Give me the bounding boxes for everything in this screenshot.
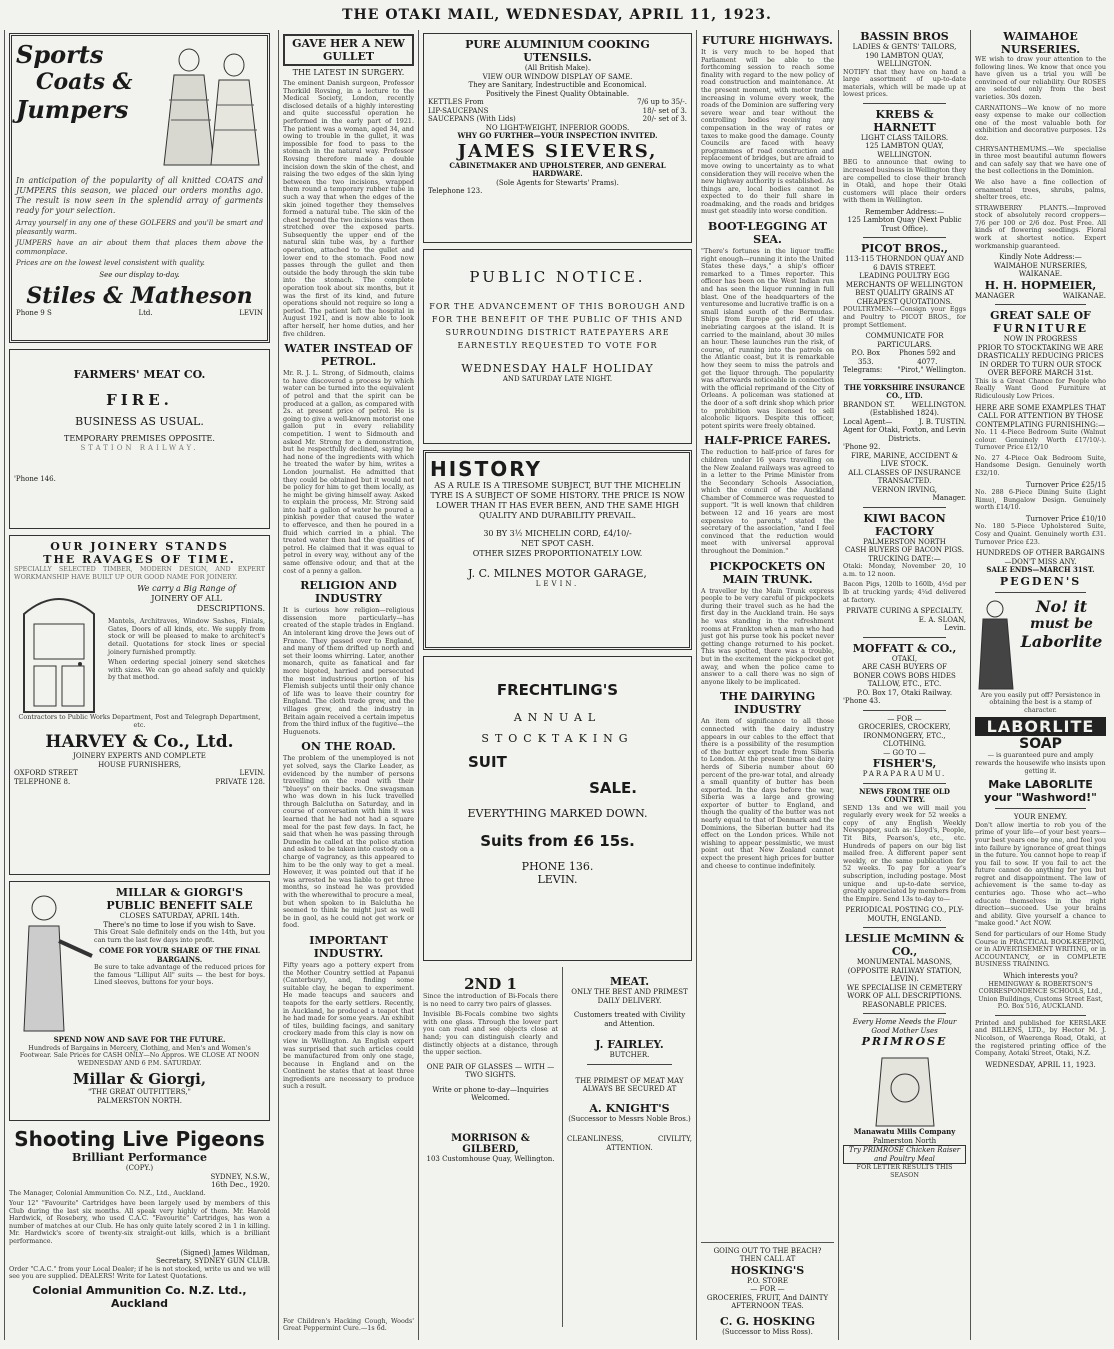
krebs-addr: 125 LAMBTON QUAY, WELLINGTON. [865,142,944,159]
morrison-body: Since the introduction of Bi-Focals there is no need to carry two pairs of glasses. [423,992,558,1008]
dairy-head: THE DAIRYING INDUSTRY [719,690,816,717]
harvey-addr-1: OXFORD STREET [14,769,78,778]
lab-question: Are you easily put off? Persistence in obtaining the best is a stamp of character. [980,690,1101,714]
millar-title-1: MILLAR & GIORGI'S [115,886,244,899]
lab-guar: — is guaranteed pure and amply rewards the housewife who insists upon getting it. [975,751,1106,775]
important-head: IMPORTANT INDUSTRY. [309,933,388,960]
furn-here: HERE ARE SOME EXAMPLES THAT CALL FOR ATTENTION BY THOSE CONTEMPLATING FURNISHING:— [975,403,1106,429]
waim-body-3: CHRYSANTHEMUMS.—We specialise in three most beautiful autumn flowers and can safely say that we have one of the best collections in the Dominion. [975,144,1106,176]
lab-no: No! it [1035,596,1088,616]
imprint-date: WEDNESDAY, APRIL 11, 1923. [985,1060,1096,1069]
gullet-head: GAVE HER A NEW GULLET [283,34,414,66]
furn-n1: No. 11 4-Piece Bedroom Suite (Walnut colour. Genuinely Worth £17/10/-). Turnover Price £12/10 [975,428,1106,452]
joinery-title-2: THE RAVAGES OF TIME. [43,553,236,566]
pigeons-date: 16th Dec., 1920. [211,1181,270,1189]
picot-tel: Telegrams: [843,366,883,375]
stiles-ad [9,33,270,343]
fairley-firm: J. FAIRLEY. [595,1038,664,1051]
moffatt-buyers: ARE CASH BUYERS OF [862,663,947,672]
frecht-sale: SALE. [589,779,637,797]
hosk-beach: GOING OUT TO THE BEACH? [713,1246,822,1255]
lab-make: Make LABORLITE [988,778,1093,792]
pigeons-place: SYDNEY, N.S.W., [210,1172,270,1181]
morrison-body-2: Invisible Bi-Focals combine two sights with one glass. Through the lower part you can read and see objects close at hand; you can distinguish clearly and distinctly objects at a distance, through the upper section. [423,1010,558,1057]
column-6 [970,30,1110,1340]
history-other: OTHER SIZES PROPORTIONATELY LOW. [472,549,643,558]
joinery-title-1: OUR JOINERY STANDS [50,540,229,553]
furn-n3b: Turnover Price £10/10 [1025,514,1106,523]
fisher-goods: GROCERIES, CROCKERY, IRONMONGERY, ETC., CLOTHING. [858,723,951,749]
lab-must: must be [1030,615,1093,632]
yorks-mgr: VERNON IRVING, [872,485,937,494]
bassin-addr: 190 LAMBTON QUAY, [865,51,944,60]
notice-wed: WEDNESDAY HALF HOLIDAY [461,362,654,375]
news-body: SEND 13s and we will mail you regularly every week for 52 weeks a copy of any English Weekly Newspaper, such as: Lloyd's, People, Tit Bits, Pearson's, etc., etc. Hundreds of papers on our big list mailed free. A different paper sent weekly, or the same publication for 52 weeks. To pay for a year's subscription, including postage. Most unique and up-to-date service, greatly appreciated by members from the Empire. Send 13s to-day to— [843,803,966,903]
furn-head-1: GREAT SALE OF [990,309,1091,323]
leslie-spec: WE SPECIALISE IN CEMETERY WORK OF ALL DESCRIPTIONS. REASONABLE PRICES. [846,983,963,1009]
hosk-firm: HOSKING'S [730,1263,805,1277]
water-head: WATER INSTEAD OF PETROL. [284,342,413,369]
bassin-firm: BASSIN BROS [860,30,949,43]
sievers-k3: SAUCEPANS (With Lids) [428,115,516,123]
waim-mgr-town: WAIKANAE. [1062,291,1106,300]
furn-n2: No. 27 4-Piece Oak Bedroom Suite, Handsome Design. Genuinely worth £32/10. [975,453,1106,477]
millar-come: COME FOR YOUR SHARE OF THE FINAL BARGAINS. [99,946,260,964]
knight-att: ATTENTION. [606,1143,653,1152]
column-2 [278,30,418,1340]
masthead: THE OTAKI MAIL, WEDNESDAY, APRIL 11, 1923. [342,7,772,23]
millar-firm: Millar & Giorgi, [72,1070,207,1089]
krebs-addr-2: 125 Lambton Quay (Next Public Trust Office). [847,216,962,233]
leslie-trade: MONUMENTAL MASONS, [856,958,953,967]
hosk-for: — FOR — [750,1285,785,1293]
gullet-sub: THE LATEST IN SURGERY. [292,68,405,77]
yorks-est: (Established 1824). [869,409,940,418]
sievers-nolight: NO LIGHT-WEIGHT, INFERIOR GOODS. [485,123,630,132]
boot-body: "There's fortunes in the liquor traffic right enough—running it into the United States these days," a ship's officer remarked to a Times reporter. This officer has been on the West Indian run and has seen the liquor running in full blast. One of the headquarters of the venturesome and lucrative traffic is on a small island south of the Bermudas. Ships from Europe get rid of their inebriating cargoes at the island. It is carried to the mainland, about 30 miles an hour. These launches run the risk, of course, of running into the patrols on the Atlantic coast, but it is remarkable how they seem to miss the patrols and get the liquor through. The popularity was afterwards noticeable in connection with the official reprimand of the City of Orleans. A policeman was stationed at the door of a soft drink shop which prior to prohibition was licensed to sell alcoholic liquors. Despite this officer, potent spirits were freely obtained. [701,247,834,430]
waim-town: WAIKANAE. [1018,270,1063,279]
public-notice-ad [423,249,692,444]
yorks-firm: THE YORKSHIRE INSURANCE CO., LTD. [844,382,965,401]
frecht-town: LEVIN. [537,873,578,886]
history-town: LEVIN. [535,580,580,588]
pointing-man-illustration [14,886,94,1036]
bassin-trade: LADIES & GENTS' TAILORS, [852,43,957,51]
yorks-mgr-2: Manager. [932,494,966,503]
enemy-which: Which interests you? [1003,972,1078,980]
meat-temp: TEMPORARY PREMISES OPPOSITE. [64,434,215,443]
sievers-trade: CABINETMAKER AND UPHOLSTERER, AND GENERAL HARDWARE. [449,160,666,178]
stiles-body-3: JUMPERS have an air about them that places them above the commonplace. [16,239,263,256]
furn-n2b: Turnover Price £25/15 [1025,480,1106,489]
morrison-write: Write or phone to-day—Inquiries Welcomed. [432,1085,549,1103]
history-head: HISTORY [430,457,543,481]
flour-bag-illustration [870,1048,940,1128]
moffatt-items: BONER COWS BOBS HIDES TALLOW, ETC., ETC. [853,671,956,689]
column-5 [838,30,970,1340]
kiwi-trucking: TRUCKING DATE:— [868,554,941,563]
religion-body: It is curious how religion—religious dissension more particularly—has created of the staple trades in England. An intolerant king drove the Jews out of France. They passed over to England, and many of them drifted up north and set their looms whirring. Later, another monarch, quite as fanatical and far more bigoted, harried and persecuted the most industrious portion of his Flemish subjects until their only chance of life was to leave their country for England. The cloth trade grew, and the villages grew, and the industry in Britain again received a certain impetus from the third influx of the fugitive—the Huguenots. [283,606,414,736]
picot-firm: PICOT BROS., [860,242,948,256]
kiwi-town-2: Levin. [944,624,966,633]
morrison-firm: MORRISON & GILBERD, [451,1132,530,1155]
kiwi-firm-1: KIWI BACON [863,511,946,525]
hosk-succ: (Successor to Miss Ross). [722,1327,813,1336]
millar-town: PALMERSTON NORTH. [97,1096,182,1105]
joinery-body: Mantels, Architraves, Window Sashes, Finials, Gates, Doors of all kinds, etc. We supply from stock or will be pleased to make to architect's detail. Quotations for stock lines or special joinery furnished promptly. [108,617,265,656]
highways-head: FUTURE HIGHWAYS. [702,34,833,47]
sievers-v3: 20/- set of 3. [642,115,687,123]
picot-telv: "Pirot," Wellington. [897,366,966,375]
pigeons-body: Your 12" "Favourite" Cartridges have been largely used by members of this Club during the last six months. All speak very highly of them. Mr. Harold Hardwick, of Rosebery, who used C.A.C. "Favourite" Cartridges, has won a number of matches at our Club. He has only quite lately scored 2 in 1 in killing. Mr. Hardwick's score of twenty-six straight-out kills, which is a brilliant performance. [9,1199,270,1246]
hosking-ad [701,1242,834,1337]
road-body: The problem of the unemployed is not yet solved, says the Clarke Leader, as evidenced by the number of persons travelling on the road with their "blueys" on their backs. One swagsman who was down in his luck travelled through Balclutha on Saturday, and in course of conversation with him it was learned that he had not had a square meal for the past few days. In fact, he said that when he was passing through Dunedin he called at the police station and asked to be taken into custody on a charge of vagrancy, as this appeared to him to be the only way to get a meal. However, it was pointed out that if he was arrested he was liable to get three months, so instead he was provided with the wherewithal to procure a meal, but when spoken to in Balclutha he seemed to think he might just as well be in gaol, as he could not get work or food. [283,754,414,930]
yorks-fire: FIRE, MARINE, ACCIDENT & LIVE STOCK. [851,451,958,469]
knight-succ: (Successor to Messrs Noble Bros.) [568,1114,691,1123]
waim-body-5: STRAWBERRY PLANTS.—Improved stock of absolutely record croppers—7/6 per 100 or 2/6 doz. Post Free. All kinds of flowering seedlings. Floral work at shortest notice. Expert workmanship guaranteed. [975,203,1106,250]
millar-body-2: Be sure to take advantage of the reduced prices for the famous "Lilliput All" suits — the best for boys. Lined sleeves, buttons for your boys. [94,963,265,987]
lab-brand: Laborlite [1020,631,1103,651]
stiles-body-2: Array yourself in any one of these GOLFERS and you'll be smart and pleasantly warm. [16,219,263,236]
leslie-firm-1: LESLIE McMINN & [844,932,965,946]
frecht-annual: ANNUAL [513,711,602,724]
notice-body: FOR THE ADVANCEMENT OF THIS BOROUGH AND FOR THE BENEFIT OF THE PUBLIC OF THIS AND SURROUNDING DISTRICT RATEPAYERS ARE EARNESTLY REQUESTED TO VOTE FOR [429,302,686,350]
religion-head: RELIGION AND INDUSTRY [300,579,397,606]
sievers-finest: Positively the Finest Quality Obtainable. [485,89,630,98]
primrose-town: Palmerston North [872,1136,937,1145]
picot-body-2: POULTRYMEN:—Consign your Eggs and Poultry to PICOT BROS., for prompt Settlement. [843,305,966,329]
cough-ad: For Children's Hacking Cough, Woods' Great Peppermint Cure.—1s 6d. [283,1316,414,1333]
furn-dont: —DON'T MISS ANY. [1004,557,1077,566]
hosk-store: P.O. STORE [747,1276,788,1285]
meat-station: STATION RAILWAY. [80,444,199,452]
waim-body-4: We also have a fine collection of ornamental trees, shrubs, palms, shelter trees, etc. [975,177,1106,202]
krebs-body: BEG to announce that owing to increased business in Wellington they are compelled to close their branch in Otaki, and hope their Otaki customers will place their orders with them in Wellington. [843,158,966,205]
joinery-range-3: DESCRIPTIONS. [196,604,265,614]
gullet-body: The eminent Danish surgeon, Professor Thorkild Rovsing, in a lecture to the Medical Society, London, recently disclosed details of a highly interesting and quite successful operation he performed in the early part of 1921. The patient was a woman, aged 34, and owing to trouble in the gullet, it was impossible for food to pass to the stomach in the natural way. Professor Rovsing therefore made a double incision down the skin of the chest, and raising the two edges of the skin lying between the two incisions, wrapped them round a temporary rubber tube in such a way that when the edges of the skin joined together they themselves formed a natural tube. The skin of the chest beyond the two incisions was then stretched over the exposed parts. Subsequently the upper end of the natural skin tube was, by a further operation, attached to the gullet and lower end to the stomach. Food now passes through the gullet and then outside the body through the skin tube into the stomach. The complete operation took about six months, but it was the first of its kind, and future operations should not require so long a period. The patient left the hospital in August 1921, and is now able to look after herself, her home duties, and her five children. [283,79,414,338]
millar-closes: CLOSES SATURDAY, APRIL 14th. [119,912,240,920]
notice-sat: AND SATURDAY LATE NIGHT. [502,375,613,383]
housewife-illustration [975,597,1017,692]
imprint: Printed and published for KERSLAKE and BILLENS, LTD., by Hector M. J. Nicolson, of Waerenga Road, Otaki, at the registered printing office of the Company, Aotaki Street, Otaki, N.Z. [975,1018,1106,1058]
leslie-addr: (OPPOSITE RAILWAY STATION, LEVIN). [847,966,962,984]
waim-mgr-name: H. H. HOPMEIER, [984,278,1097,292]
yorks-all: ALL CLASSES OF INSURANCE TRANSACTED. [848,468,961,486]
knight-clean: CLEANLINESS, [567,1135,624,1143]
furn-body: PRIOR TO STOCKTAKING WE ARE DRASTICALLY REDUCING PRICES IN ORDER TO TURN OUR STOCK OVER BEFORE MARCH 31st. [977,343,1104,378]
harvey-firm: HARVEY & Co., Ltd. [45,732,234,753]
picot-addr: 113-115 THORNDON QUAY AND 6 DAVIS STREET. [845,255,964,272]
column-1 [4,30,274,1340]
ladies-illustration [149,40,263,170]
primrose-co: Manawatu Mills Company [853,1127,956,1137]
yorks-agent: Local Agent— [843,417,893,426]
krebs-rem: Remember Address:— [864,207,945,216]
krebs-firm: KREBS & HARNETT [873,107,936,134]
meat-firm: FARMERS' MEAT CO. [73,368,206,381]
highways-body: It is very much to be hoped that Parliament will be able to the forthcoming session to reach some finality with regard to the new policy of road construction and maintenance. At the present moment, with motor traffic increasing in volume every week, the roads of the Dominion are suffering very severe wear and tear without the controlling bodies receiving any compensation in the way of rates or taxes to make good the damage. County Councils are faced with heavy programmes of road construction and replacement of bridges, but are afraid to move owing to uncertainty as to what consideration they will receive when the new highway authority is established. As things are, local bodies cannot be expected to do their full share in roadmaking, and the roads and bridges must get steadily into worse condition. [701,48,834,216]
half-head: HALF-PRICE FARES. [704,434,831,448]
moffatt-po: P.O. Box 17, Otaki Railway. [856,688,953,697]
sievers-k1: KETTLES From [428,98,484,106]
bottom-ads-row [423,967,692,1327]
pick-head: PICKPOCKETS ON MAIN TRUNK. [709,559,826,586]
stiles-body: In anticipation of the popularity of all knitted COATS and JUMPERS this season, we placed our orders months ago. The result is now seen in the splendid array of garments ready for your selection. [16,176,263,215]
sievers-head-1: PURE ALUMINIUM COOKING [465,38,650,51]
harvey-sub-2: HOUSE FURNISHERS, [98,760,181,769]
harvey-ad [9,535,270,875]
sievers-made: (All British Make). [524,64,591,72]
column-4 [696,30,838,1340]
millar-title-2: PUBLIC BENEFIT SALE [106,899,253,912]
sievers-head-2: UTENSILS. [523,51,592,64]
news-head: NEWS FROM THE OLD COUNTRY. [859,786,950,805]
furn-hund: HUNDREDS OF OTHER BARGAINS [976,549,1105,558]
enemy-firm: HEMINGWAY & ROBERTSON'S CORRESPONDENCE SCHOOLS, Ltd., Union Buildings, Customs Street East, P.O. Box 516, AUCKLAND. [978,979,1103,1011]
yorks-agent-2: Agent for Otaki, Foxton, and Levin Districts. [843,426,966,443]
millar-time: There's no time to lose if you wish to Save. [103,920,256,929]
frecht-every: EVERYTHING MARKED DOWN. [467,807,648,820]
enemy-head: YOUR ENEMY. [1013,813,1068,822]
waim-addr: Kindly Note Address:— [999,253,1082,262]
yorks-agentname: J. B. TUSTIN. [918,417,966,426]
yorks-branch: BRANDON ST. [843,400,895,409]
frecht-stock: STOCKTAKING [481,732,634,745]
dairy-body: An item of significance to all those connected with the dairy industry appears in our cables to the effect that there is a possibility of the resumption of the butter export trade from Siberia to London. At the present time the dairy herds of Siberia number about 60 percent of the pre-war total, and already a small quantity of butter has been exported. In the days before the war, Siberia was a large and growing exporter of butter to England, and though the quality of the butter was not nearly equal to that of Denmark and the Dominions, the Siberian butter had its effect on the London prices. While not wishing to appear pessimistic, we must point out that New Zealand cannot expect the present high prices for butter and cheese to continue indefinitely. [701,717,834,870]
furn-firm: PEGDEN'S [999,574,1082,588]
joinery-body-2: When ordering special joinery send sketches with sizes. We can go ahead safely and quickly by that method. [108,658,265,682]
joinery-contract: Contractors to Public Works Department, Post and Telegraph Department, etc. [18,713,261,729]
millar-body: This Great Sale definitely ends on the 14th, but you can turn the last few days into profit. [94,928,265,944]
waim-body-2: CARNATIONS—We know of no more easy expense to make our collection one of the most valuable both for exhibition and decorative purposes. 12s doz. [975,103,1106,142]
sievers-view: VIEW OUR WINDOW DISPLAY OF SAME. [482,72,633,81]
michelin-ad [423,450,692,650]
history-body: AS A RULE IS A TIRESOME SUBJECT, BUT THE MICHELIN TYRE IS A SUBJECT OF SOME HISTORY. THE PRICE IS NOW LOWER THAN IT HAS EVER BEEN, AND THE SAME HIGH QUALITY AND DURABILITY PREVAIL. [430,481,685,520]
frecht-firm: FRECHTLING'S [496,681,619,699]
sievers-v1: 7/6 up to 35/-. [637,98,687,106]
furn-n4: No. 180 5-Piece Upholstered Suite, Cosy and Quaint. Genuinely worth £31. Turnover Price £23. [975,522,1106,546]
fisher-firm: FISHER'S, [872,757,937,771]
pigeons-sign: (Signed) James Wildman, [180,1248,270,1257]
pick-body: A traveller by the Main Trunk express people to be very careful of pickpockets during their travel such as he had the first day in the Auckland train. He says he was standing in the refreshment rooms at Frankton when a man who had just got his purse took his pocket never getting change returned to his pocket. This was spotted, there was a trouble, but in the excitement the pickpocket got away, and when the police came to answer to a call there was no sign of anyone likely to be implicated. [701,586,834,686]
waim-mgr-label: MANAGER [975,291,1015,300]
kiwi-agent: E. A. SLOAN, [918,615,966,624]
sievers-firm: JAMES SIEVERS, [457,140,658,162]
water-body: Mr. R. J. L. Strong, of Sidmouth, claims to have discovered a process by which water can be turned into the equivalent of petrol and that the spirit can be produced at a gallon, as compared with 2s. at present price of petrol. He is going to give a well-known motorist one gallon put in every reliability competition. I went to Sidmouth and asked Mr. Strong for a demonstration, but he respectfully declined, saying he had none of the ingredients with which he treated the water by him, writes a London journalist. He admitted that they could be obtained but it would not be policy for him to get them locally, as he might be giving himself away. Asked to explain the process, Mr. Strong said into half a gallon of water he poured a pinkish powder that caused the water to effervesce, and then he poured in a fluid which carried in a phial. The treated water then had the qualities of petrol. He claimed that it was equal to petrol in every way, without any of the same offensive odour, and that at the cost of a penny a gallon. [283,369,414,575]
yorks-town: WELLINGTON. [911,400,966,409]
primrose-top: Every Home Needs the Flour [852,1018,957,1027]
road-head: ON THE ROAD. [301,740,396,754]
pigeons-perf: Brilliant Performance [72,1151,207,1164]
primrose-for: FOR LETTER RESULTS THIS SEASON [856,1163,953,1179]
kiwi-private: PRIVATE CURING A SPECIALTY. [846,607,963,616]
millar-spend: SPEND NOW AND SAVE FOR THE FUTURE. [53,1035,226,1044]
stiles-ltd: Ltd. [138,309,153,317]
pigeons-copy: (COPY.) [125,1164,154,1172]
primrose-top-2: Good Mother Uses [871,1026,938,1035]
moffatt-town: OTAKI, [891,654,918,663]
millar-giorgi-ad [9,881,270,1121]
furn-head-2: FURNITURE [992,322,1089,336]
picot-comm: COMMUNICATE FOR PARTICULARS. [865,332,944,349]
sievers-k2: LIP-SAUCEPANS [428,106,489,115]
sievers-sanitary: They are Sanitary, Indestructible and Economical. [468,81,647,89]
moffatt-phone: 'Phone 43. [843,697,881,706]
lab-your: your "Washword!" [984,791,1097,805]
furn-ends: SALE ENDS—MARCH 31ST. [986,565,1095,575]
harvey-addr-1b: LEVIN. [239,769,265,778]
farmers-meat-ad [9,349,270,529]
krebs-trade: LIGHT CLASS TAILORS. [860,133,949,142]
sievers-v2: 18/- set of 3. [642,106,687,115]
bassin-town: WELLINGTON. [877,60,932,68]
stiles-town: LEVIN [239,309,263,317]
sievers-ad [423,33,692,243]
kiwi-town: PALMERSTON NORTH [863,537,946,546]
moffatt-firm: MOFFATT & CO., [852,641,957,655]
hosk-goods: GROCERIES, FRUIT, And DAINTY AFTERNOON TEAS. [706,1293,829,1310]
morrison-head: 2ND 1 [464,975,517,993]
waim-body: WE wish to draw your attention to the following lines. We know that once you have given us a trial you will be convinced of our reliability. Our ROSES are selected only from the best varieties. 30s dozen. [975,55,1106,101]
knight-firm: A. KNIGHT'S [589,1101,670,1115]
fairley-head: MEAT. [609,975,650,988]
millar-sub: "THE GREAT OUTFITTERS," [88,1088,191,1097]
kiwi-cash: CASH BUYERS OF BACON PIGS. [845,546,964,555]
furn-now: NOW IN PROGRESS [1003,335,1078,344]
stiles-title-2: Coats & [36,69,133,95]
bassin-body: NOTIFY that they have on hand a large assortment of up-to-date materials, which will be made up at lowest prices. [843,67,966,99]
harvey-addr-2: TELEPHONE 8. [14,777,71,786]
meat-ads [563,967,692,1327]
stiles-title-1: Sports [16,40,104,69]
kiwi-prices: Bacon Pigs, 120lb to 160lb, 4½d per lb at trucking yards; 4¼d delivered at factory. [843,580,966,604]
waim-head-2: NURSERIES. [1000,43,1081,56]
enemy-body-2: Send for particulars of our Home Study Course in PRACTICAL BOOK-KEEPING, or in ADVERTISEMENT WRITING, or in ACCOUNTANCY, or in COMPLETE BUSINESS TRAINING. [975,930,1106,969]
leslie-firm-2: CO., [891,945,918,959]
frecht-phone: PHONE 136. [521,860,594,873]
pigeons-sign-2: Secretary, SYDNEY GUN CLUB. [156,1257,270,1266]
stiles-title-3: Jumpers [16,95,129,124]
boot-head: BOOT-LEGGING AT SEA. [707,220,828,247]
picot-phones: Phones 592 and 4077. [898,349,956,366]
joinery-intro: SPECIALLY SELECTED TIMBER, MODERN DESIGN, AND EXPERT WORKMANSHIP HAVE BUILT UP OUR GOOD NAME FOR JOINERY. [14,565,265,581]
fairley-trade: BUTCHER. [609,1051,650,1059]
lab-soap-2: SOAP [1019,736,1062,753]
knight-primest: THE PRIMEST OF MEAT MAY ALWAYS BE SECURED AT [575,1076,684,1093]
half-body: The reduction to half-price of fares for children under 16 years travelling on the New Zealand railways was agreed to in a letter to the Prime Minister from the Secondary Schools Association, which the council of the Auckland Chamber of Commerce was requested to support. "It is well known that children between 12 and 16 years are most expensive to parents," stated the secretary of the association, "and I feel convinced that the reduction would meet with universal approval throughout the Dominion." [701,448,834,556]
meat-phone: 'Phone 146. [14,474,56,483]
yorks-phone: 'Phone 92. [843,443,881,452]
frechtling-ad [423,656,692,961]
kiwi-firm-2: FACTORY [875,524,934,538]
knight-civil: CIVILITY, [658,1135,692,1143]
primrose-try: Try PRIMROSE Chicken Raiser and Poultry Meal [843,1145,966,1164]
joinery-range-2: JOINERY OF ALL [151,594,222,604]
stiles-body-4: Prices are on the lowest level consistent with quality. [16,259,205,267]
waim-name: WAIMAHOE NURSERIES, [993,261,1088,270]
primrose-brand: PRIMROSE [861,1035,948,1049]
harvey-sub-1: JOINERY EXPERTS AND COMPLETE [73,752,206,761]
waim-head-1: WAIMAHOE [1003,30,1078,43]
pigeons-to: The Manager, Colonial Ammunition Co. N.Z., Ltd., Auckland. [9,1188,206,1197]
frecht-suit: SUIT [468,753,507,771]
pigeons-order: Order "C.A.C." from your Local Dealer; if he is not stocked, write us and we will see you are supplied. DEALERS! Write for Latest Quotations. [9,1264,270,1281]
sievers-why: WHY GO FURTHER—YOUR INSPECTION INVITED. [457,131,658,140]
history-firm: J. C. MILNES MOTOR GARAGE, [468,567,647,580]
harvey-addr-2b: PRIVATE 128. [215,777,265,786]
lab-soap-1: LABORLITE [975,717,1106,736]
pigeons-ad [9,1127,270,1327]
enemy-body: Don't allow inertia to rob you of the prime of your life—of your best years—your best years one by one, and feel you into failure by ignorance of great things in the future. You cannot hope to reap if you fail to sow. If you fail to act the future cannot do anything for you but regret and disappointment. The law of achievement is the same to-day as centuries ago. Those who act—who educate themselves in the right direction—succeed. Use your brains and ability. Give yourself a chance to "make good." Act NOW. [975,820,1106,928]
hosk-then: THEN CALL AT [739,1255,796,1263]
pigeons-title: Shooting Live Pigeons [14,1127,265,1151]
joinery-range: We carry a Big Range of [137,584,236,594]
sievers-agents: (Sole Agents for Stewarts' Prams). [496,178,619,187]
picot-po: P.O. Box 353. [851,349,881,366]
millar-body-3: Hundreds of Bargains in Mercery, Clothing, and Men's and Women's Footwear. Sale Prices for CASH ONLY—No Appros. WE CLOSE AT NOON WEDNESDAY AND 6 P.M. SATURDAY. [19,1043,260,1067]
fisher-town: PARAPARAUMU. [862,770,947,779]
column-3 [418,30,696,1340]
furn-n3: No. 288 6-Piece Dining Suite (Light Rimu), Bungalow Design. Genuinely worth £14/10. [975,488,1106,512]
fairley-treated: Customers treated with Civility and Attention. [573,1011,686,1028]
furn-great: This is a Great Chance for People who Really Want Good Furniture at Ridiculously Low Prices. [975,376,1106,400]
meat-fire: FIRE. [106,391,173,409]
notice-head: PUBLIC NOTICE. [469,268,646,286]
kiwi-date: Otaki: Monday, November 20, 10 a.m. to 12 noon. [843,562,966,578]
stiles-display: See our display to-day. [99,270,180,279]
important-body: Fifty years ago a pottery expert from the Mother Country settled at Papanui (Canterbury), and, finding some suitable clay, he began to experiment. He made teacups and saucers and teapots for the early settlers. Recently, in Auckland, he produced a teapot that he had made for some years. An exhibit of tiles, building facings, and sanitary crockery made from this clay is now on view in Wellington. An English expert was surprised that such articles could be manufactured from only one stage, because in England and on the Continent he states that at least three ingredients are necessary to produce such a result. [283,960,414,1091]
stiles-phone: Phone 9 S [16,309,52,317]
fisher-goto: — GO TO — [883,748,926,757]
fisher-for: — FOR — [887,714,922,723]
meat-business: BUSINESS AS USUAL. [75,415,204,428]
morrison-ad [423,967,563,1327]
picot-body: LEADING POULTRY EGG MERCHANTS OF WELLINGTON BEST QUALITY GRAINS AT CHEAPEST QUOTATIONS. [845,272,964,306]
history-cord: 30 BY 3½ MICHELIN CORD, £4/10/- [483,529,632,538]
door-illustration [14,584,104,714]
history-net: NET SPOT CASH. [521,539,594,548]
pigeons-firm: Colonial Ammunition Co. N.Z. Ltd., Auckland [32,1283,247,1310]
morrison-addr: 103 Customhouse Quay, Wellington. [426,1154,555,1163]
morrison-one: ONE PAIR OF GLASSES — WITH — TWO SIGHTS. [426,1062,555,1080]
news-firm: PERIODICAL POSTING CO., PLY-MOUTH, ENGLAND. [845,906,964,923]
sievers-phone: Telephone 123. [428,187,483,195]
frecht-suits: Suits from £6 15s. [480,832,635,850]
stiles-firm: Stiles & Matheson [26,283,253,309]
hosk-name: C. G. HOSKING [720,1314,815,1328]
fairley-only: ONLY THE BEST AND PRIMEST DAILY DELIVERY. [571,988,688,1005]
